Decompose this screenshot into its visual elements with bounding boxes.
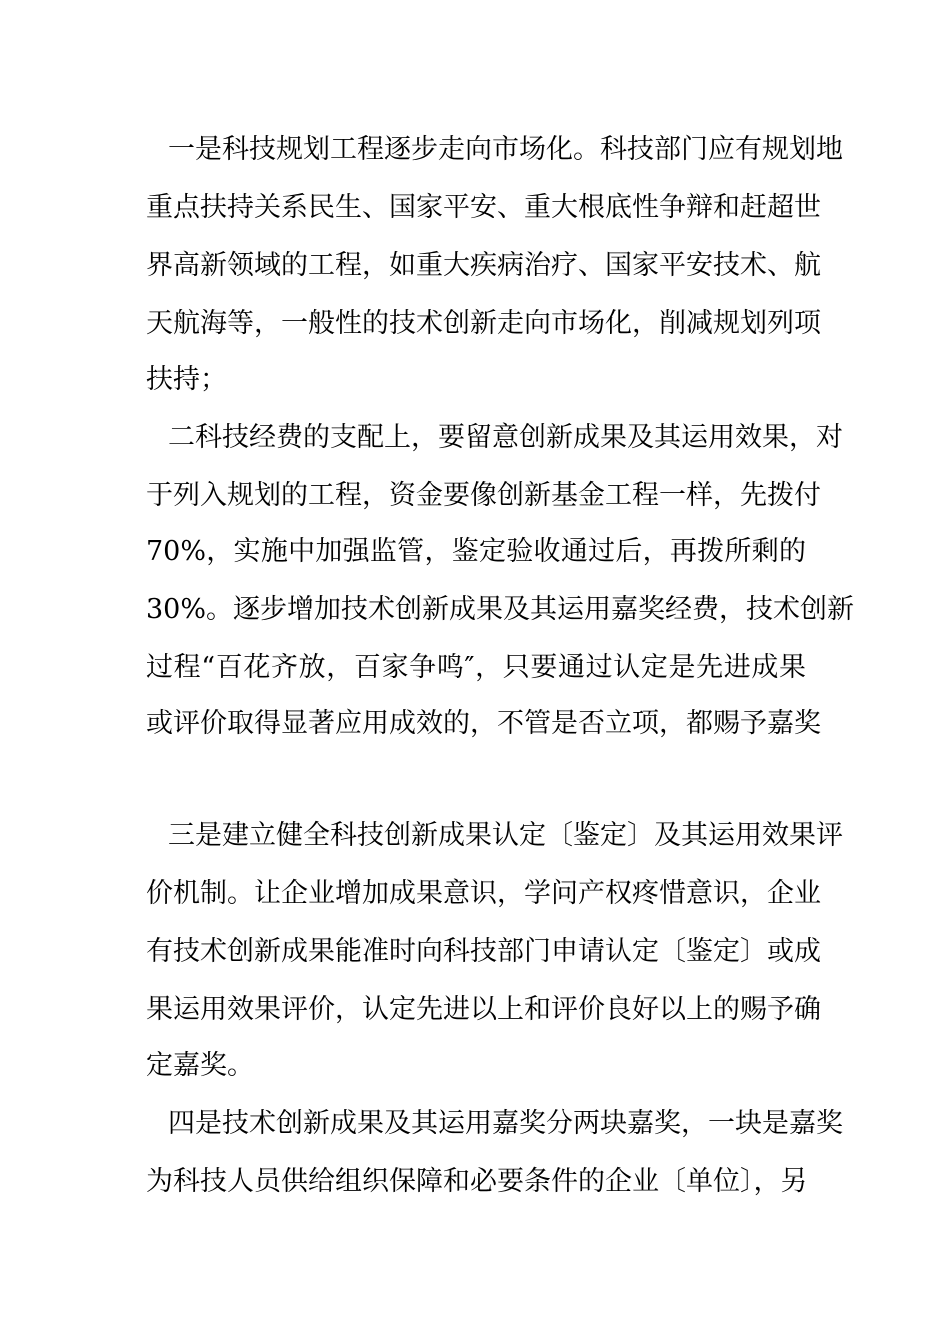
- paragraph-1-line-1: 一是科技规划工程逐步走向市场化。科技部门应有规划地: [168, 134, 843, 165]
- paragraph-1-line-5: 扶持；: [146, 364, 227, 395]
- paragraph-2-line-5: 过程“百花齐放，百家争鸣″，只要通过认定是先进成果: [146, 652, 806, 683]
- paragraph-4-line-2: 为科技人员供给组织保障和必要条件的企业〔单位〕，另: [146, 1166, 808, 1197]
- paragraph-2-line-4: 30%。逐步增加技术创新成果及其运用嘉奖经费，技术创新: [146, 594, 855, 625]
- paragraph-3-line-4: 果运用效果评价，认定先进以上和评价良好以上的赐予确: [146, 994, 821, 1025]
- paragraph-2-line-2: 于列入规划的工程，资金要像创新基金工程一样，先拨付: [146, 480, 821, 511]
- paragraph-2-line-3: 70%，实施中加强监管，鉴定验收通过后，再拨所剩的: [146, 536, 806, 567]
- paragraph-2-line-1: 二科技经费的支配上，要留意创新成果及其运用效果，对: [168, 422, 843, 453]
- paragraph-3-line-1: 三是建立健全科技创新成果认定〔鉴定〕及其运用效果评: [168, 820, 843, 851]
- paragraph-4-line-1: 四是技术创新成果及其运用嘉奖分两块嘉奖，一块是嘉奖: [168, 1108, 843, 1139]
- paragraph-3-line-2: 价机制。让企业增加成果意识，学问产权疼惜意识，企业: [146, 878, 821, 909]
- paragraph-3-line-3: 有技术创新成果能准时向科技部门申请认定〔鉴定〕或成: [146, 936, 821, 967]
- paragraph-1-line-4: 天航海等，一般性的技术创新走向市场化，削减规划列项: [146, 308, 821, 339]
- paragraph-1-line-2: 重点扶持关系民生、国家平安、重大根底性争辩和赶超世: [146, 192, 821, 223]
- paragraph-3-line-5: 定嘉奖。: [146, 1050, 254, 1081]
- paragraph-2-line-6: 或评价取得显著应用成效的，不管是否立项，都赐予嘉奖: [146, 708, 821, 739]
- paragraph-1-line-3: 界高新领域的工程，如重大疾病治疗、国家平安技术、航: [146, 250, 821, 281]
